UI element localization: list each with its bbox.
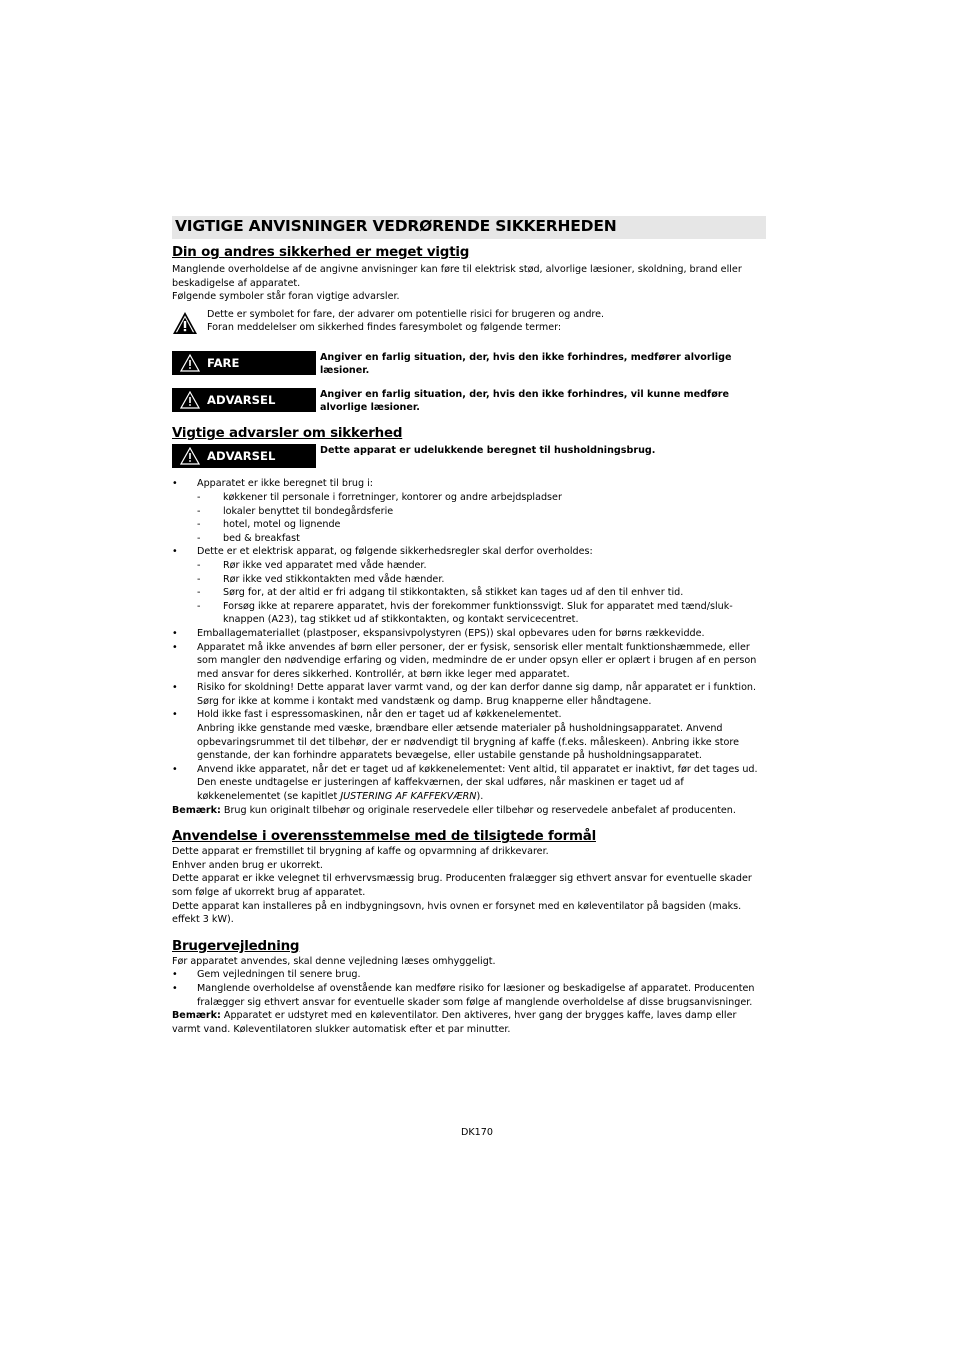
- paragraph: Enhver anden brug er ukorrekt.: [172, 859, 323, 871]
- list-item: • Hold ikke fast i espressomaskinen, når den er taget ud af køkkenelementet. Anbring ikke genstande med væske, brændbare eller ætsende materialer på husholdningsapparatet. Anvend opbevaringsrummet til det tilbehør, der er nødvendigt til brygning af kaffe (f.eks. måleskeen). Anbring ikke store genstande, der kan forhindre apparatets bevægelse, eller ustabile genstande på husholdningsapparatet.: [172, 708, 766, 762]
- warning-triangle-icon: [180, 354, 200, 372]
- sub-list: [197, 559, 766, 627]
- advarsel-text: Angiver en farlig situation, der, hvis den ikke forhindres, vil kunne medføre alvorlige læsioner.: [320, 389, 730, 414]
- warnings-list: [172, 477, 766, 803]
- danger-symbol-explanation: [172, 308, 766, 340]
- note: Bemærk: Brug kun originalt tilbehør og originale reservedele eller tilbehør og reservedele anbefalet af producenten.: [172, 804, 736, 816]
- sub-list-item: - Sørg for, at der altid er fri adgang til stikkontakten, så stikket kan tages ud af den til enhver tid.: [197, 586, 766, 600]
- warning-triangle-icon: [180, 447, 200, 465]
- list-item: • Anvend ikke apparatet, når det er taget ud af køkkenelementet: Vent altid, til apparatet er inaktivt, før det tages ud. Den eneste undtagelse er justeringen af kaffekværnen, der skal udføres, når maskinen er taget ud af køkkenelementet (se kapitlet JUSTERING AF KAFFEKVÆRN).: [172, 763, 766, 804]
- paragraph: Dette apparat er fremstillet til brygning af kaffe og opvarmning af drikkevarer.: [172, 846, 549, 858]
- sub-list-item: - hotel, motel og lignende: [197, 518, 766, 532]
- paragraph: Dette apparat kan installeres på en indbygningsovn, hvis ovnen er forsynet med en køleventilator på bagsiden (maks. effekt 3 kW).: [172, 900, 742, 926]
- note: Bemærk: Apparatet er udstyret med en køleventilator. Den aktiveres, hver gang der brygges kaffe, laves damp eller varmt vand. Køleventilatoren slukker automatisk efter et par minutter.: [172, 1010, 737, 1035]
- page-content: [172, 216, 766, 1036]
- paragraph: Før apparatet anvendes, skal denne vejledning læses omhyggeligt.: [172, 955, 496, 967]
- sub-list-item: - Rør ikke ved stikkontakten med våde hænder.: [197, 573, 766, 587]
- guide-list: [172, 968, 766, 1009]
- warning-triangle-icon: [180, 391, 200, 409]
- advarsel-label-box: [172, 388, 316, 412]
- signal-word-fare: [172, 351, 766, 377]
- paragraph: Dette apparat er ikke velegnet til erhvervsmæssig brug. Producenten fralægger sig ethvert ansvar for eventuelle skader som følge af ukorrekt brug af apparatet.: [172, 873, 752, 898]
- sub-list-item: - bed & breakfast: [197, 532, 766, 546]
- sub-list: [197, 491, 766, 545]
- list-item: • Manglende overholdelse af ovenstående kan medføre risiko for læsioner og beskadigelse af apparatet. Producenten fralægger sig ethvert ansvar for eventuelle skader som følge af manglende overholdelse af disse brugsanvisninger.: [172, 982, 766, 1009]
- page-title: VIGTIGE ANVISNINGER VEDRØRENDE SIKKERHEDEN: [172, 216, 766, 239]
- page-number: DK170: [461, 1127, 493, 1138]
- paragraph: Følgende symboler står foran vigtige advarsler.: [172, 291, 400, 303]
- section-heading-intended-use: Anvendelse i overensstemmelse med de tilsigtede formål: [172, 829, 596, 845]
- signal-word-advarsel: [172, 388, 766, 414]
- sub-list-item: - Forsøg ikke at reparere apparatet, hvis der forekommer funktionssvigt. Sluk for apparatet med tænd/sluk-knappen (A23), tag stikket ud af stikkontakten, og kontakt servicecentret.: [197, 600, 766, 627]
- fare-label-box: [172, 351, 316, 375]
- paragraph: Manglende overholdelse af de angivne anvisninger kan føre til elektrisk stød, alvorlige læsioner, skoldning, brand eller beskadigelse af apparatet.: [172, 264, 742, 289]
- section-heading-warnings: Vigtige advarsler om sikkerhed: [172, 426, 403, 442]
- fare-text: Angiver en farlig situation, der, hvis den ikke forhindres, medfører alvorlige læsioner.: [320, 352, 732, 377]
- sub-list-item: - Rør ikke ved apparatet med våde hænder.: [197, 559, 766, 573]
- warning-triangle-icon: [172, 311, 198, 335]
- advarsel-label: ADVARSEL: [207, 448, 276, 463]
- symbol-text: Foran meddelelser om sikkerhed findes faresymbolet og følgende termer:: [207, 322, 562, 334]
- sub-list-item: - køkkener til personale i forretninger, kontorer og andre arbejdspladser: [197, 491, 766, 505]
- list-item: • Gem vejledningen til senere brug.: [172, 968, 766, 982]
- list-item: • Risiko for skoldning! Dette apparat laver varmt vand, og der kan derfor danne sig damp, når apparatet er i funktion. Sørg for ikke at komme i kontakt med vandstænk og damp. Brug knapperne eller håndtagene.: [172, 681, 766, 708]
- section-heading-safety: Din og andres sikkerhed er meget vigtig: [172, 245, 470, 260]
- list-item: • Emballagemateriallet (plastposer, ekspansivpolystyren (EPS)) skal opbevares uden for børns rækkevidde.: [172, 627, 766, 641]
- section-heading-user-guide: Brugervejledning: [172, 938, 300, 954]
- list-item: • Apparatet må ikke anvendes af børn eller personer, der er fysisk, sensorisk eller mentalt funktionshæmmede, eller som mangler den nødvendige erfaring og viden, medmindre de er under opsyn eller er oplært i brugen af en person med ansvar for deres sikkerhed. Kontrollér, at børn ikke leger med apparatet.: [172, 641, 766, 682]
- fare-label: FARE: [207, 355, 240, 370]
- signal-word-advarsel-household: [172, 444, 766, 468]
- advarsel-text: Dette apparat er udelukkende beregnet til husholdningsbrug.: [320, 445, 656, 457]
- symbol-text: Dette er symbolet for fare, der advarer om potentielle risici for brugeren og andre.: [207, 308, 605, 320]
- advarsel-label-box: [172, 444, 316, 468]
- list-item: • Apparatet er ikke beregnet til brug i: - køkkener til personale i forretninger, kontorer og andre arbejdspladser - lokaler benyttet til bondegårdsferie - hotel, motel og lignende - bed & breakfast: [172, 477, 766, 545]
- sub-list-item: - lokaler benyttet til bondegårdsferie: [197, 505, 766, 519]
- list-item: • Dette er et elektrisk apparat, og følgende sikkerhedsregler skal derfor overholdes: - Rør ikke ved apparatet med våde hænder. - Rør ikke ved stikkontakten med våde hænder. - Sørg for, at der altid er fri adgang til stikkontakten, så stikket kan tages ud af den til enhver tid. - Forsøg ikke at reparere apparatet, hvis der forekommer funktionssvigt. Sluk for apparatet med tænd/sluk-knappen (A23), tag stikket ud af stikkontakten, og kontakt servicecentret.: [172, 545, 766, 627]
- advarsel-label: ADVARSEL: [207, 392, 276, 407]
